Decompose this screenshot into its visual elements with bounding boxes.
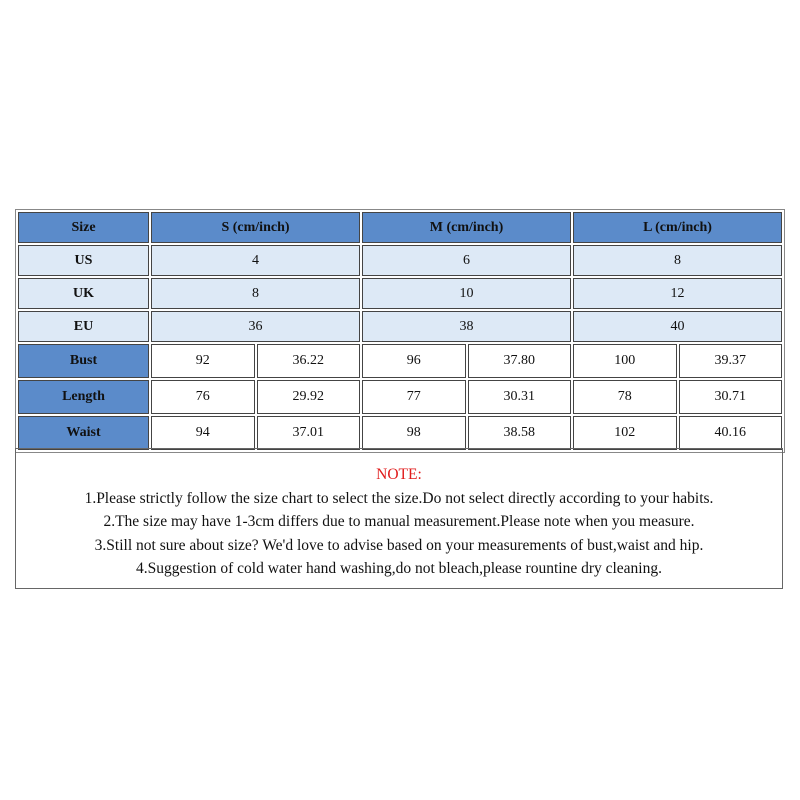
cell: 78 [573,380,677,414]
cell: 38.58 [468,416,572,450]
cell: 96 [362,344,466,378]
cell: 38 [362,311,571,342]
header-size: Size [18,212,149,243]
cell: 77 [362,380,466,414]
cell: 10 [362,278,571,309]
cell: 39.37 [679,344,783,378]
cell: 40 [573,311,782,342]
size-row-uk [18,278,782,309]
cell: 40.16 [679,416,783,450]
cell: 29.92 [257,380,361,414]
cell: 8 [573,245,782,276]
cell: 4 [151,245,360,276]
row-label: EU [18,311,149,342]
measure-row-waist [18,416,782,450]
header-m: M (cm/inch) [362,212,571,243]
header-row [18,212,782,243]
cell: 30.71 [679,380,783,414]
cell: 37.01 [257,416,361,450]
cell: 36.22 [257,344,361,378]
row-label: Bust [18,344,149,378]
cell: 76 [151,380,255,414]
cell: 100 [573,344,677,378]
note-box [15,448,783,589]
cell: 12 [573,278,782,309]
cell: 92 [151,344,255,378]
cell: 98 [362,416,466,450]
cell: 8 [151,278,360,309]
size-row-eu [18,311,782,342]
cell: 6 [362,245,571,276]
cell: 94 [151,416,255,450]
measure-row-length [18,380,782,414]
row-label: UK [18,278,149,309]
size-table [15,209,785,453]
note-line: 1.Please strictly follow the size chart to select the size.Do not select directly according to your habits. [84,489,714,507]
row-label: Waist [18,416,149,450]
row-label: Length [18,380,149,414]
cell: 36 [151,311,360,342]
measure-row-bust [18,344,782,378]
cell: 37.80 [468,344,572,378]
note-title: NOTE: [376,466,422,483]
note-line: 4.Suggestion of cold water hand washing,do not bleach,please rountine dry cleaning. [135,560,662,577]
note-line: 2.The size may have 1-3cm differs due to manual measurement.Please note when you measure. [103,513,695,530]
row-label: US [18,245,149,276]
cell: 102 [573,416,677,450]
cell: 30.31 [468,380,572,414]
header-l: L (cm/inch) [573,212,782,243]
size-chart [15,209,785,453]
note-line: 3.Still not sure about size? We'd love to advise based on your measurements of bust,waist and hip. [94,536,704,554]
header-s: S (cm/inch) [151,212,360,243]
size-row-us [18,245,782,276]
